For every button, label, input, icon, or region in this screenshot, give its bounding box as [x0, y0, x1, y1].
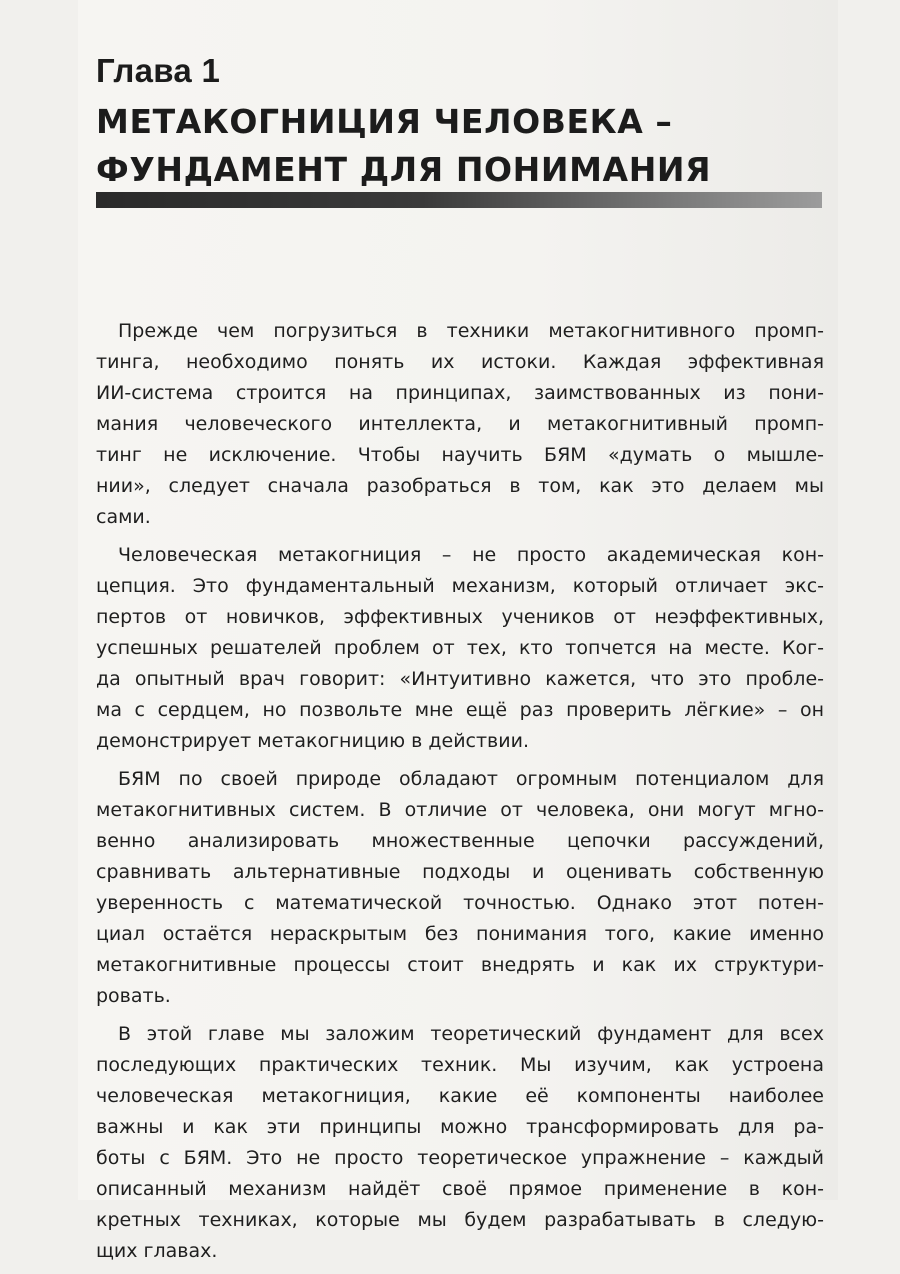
text-line: пертов от новичков, эффективных учеников от неэффективных, — [96, 606, 824, 628]
paragraph — [96, 764, 824, 1012]
text-line: описанный механизм найдёт своё прямое применение в кон- — [96, 1178, 824, 1200]
text-line: мания человеческого интеллекта, и метакогнитивный промп- — [96, 413, 824, 435]
chapter-title-rule — [96, 192, 822, 208]
text-line: важны и как эти принципы можно трансформировать для ра- — [96, 1116, 824, 1138]
chapter-title-line: МЕТАКОГНИЦИЯ ЧЕЛОВЕКА – — [96, 102, 673, 141]
text-line: да опытный врач говорит: «Интуитивно кажется, что это пробле- — [96, 668, 824, 690]
text-line: метакогнитивные процессы стоит внедрять и как их структури- — [96, 954, 824, 976]
text-line: ИИ-система строится на принципах, заимствованных из пони- — [96, 382, 824, 404]
chapter-body — [96, 316, 824, 1274]
text-line: ма с сердцем, но позвольте мне ещё раз проверить лёгкие» – он — [96, 699, 824, 721]
text-line: БЯМ по своей природе обладают огромным потенциалом для — [118, 768, 824, 790]
text-line: демонстрирует метакогницию в действии. — [96, 730, 529, 752]
text-line: последующих практических техник. Мы изучим, как устроена — [96, 1054, 824, 1076]
text-line: метакогнитивных систем. В отличие от человека, они могут мгно- — [96, 799, 824, 821]
text-line: В этой главе мы заложим теоретический фундамент для всех — [118, 1023, 824, 1045]
text-line: сами. — [96, 506, 151, 528]
text-line: кретных техниках, которые мы будем разрабатывать в следую- — [96, 1209, 824, 1231]
text-line: Прежде чем погрузиться в техники метакогнитивного промп- — [118, 320, 824, 342]
text-line: сравнивать альтернативные подходы и оценивать собственную — [96, 861, 824, 883]
text-line: циал остаётся нераскрытым без понимания того, какие именно — [96, 923, 824, 945]
text-line: ровать. — [96, 985, 171, 1007]
paragraph — [96, 316, 824, 533]
paragraph — [96, 1019, 824, 1267]
text-line: тинга, необходимо понять их истоки. Каждая эффективная — [96, 351, 824, 373]
text-line: Человеческая метакогниция – не просто академическая кон- — [118, 544, 824, 566]
text-line: венно анализировать множественные цепочки рассуждений, — [96, 830, 824, 852]
chapter-title — [96, 98, 816, 194]
text-line: уверенность с математической точностью. Однако этот потен- — [96, 892, 824, 914]
chapter-title-line: ФУНДАМЕНТ ДЛЯ ПОНИМАНИЯ — [96, 150, 712, 189]
text-line: цепция. Это фундаментальный механизм, который отличает экс- — [96, 575, 824, 597]
text-line: нии», следует сначала разобраться в том, как это делаем мы — [96, 475, 824, 497]
paragraph — [96, 540, 824, 757]
text-line: щих главах. — [96, 1240, 218, 1262]
text-line: тинг не исключение. Чтобы научить БЯМ «думать о мышле- — [96, 444, 824, 466]
text-line: успешных решателей проблем от тех, кто топчется на месте. Ког- — [96, 637, 824, 659]
text-line: человеческая метакогниция, какие её компоненты наиболее — [96, 1085, 824, 1107]
text-line: боты с БЯМ. Это не просто теоретическое упражнение – каждый — [96, 1147, 824, 1169]
chapter-label: Глава 1 — [96, 52, 221, 89]
